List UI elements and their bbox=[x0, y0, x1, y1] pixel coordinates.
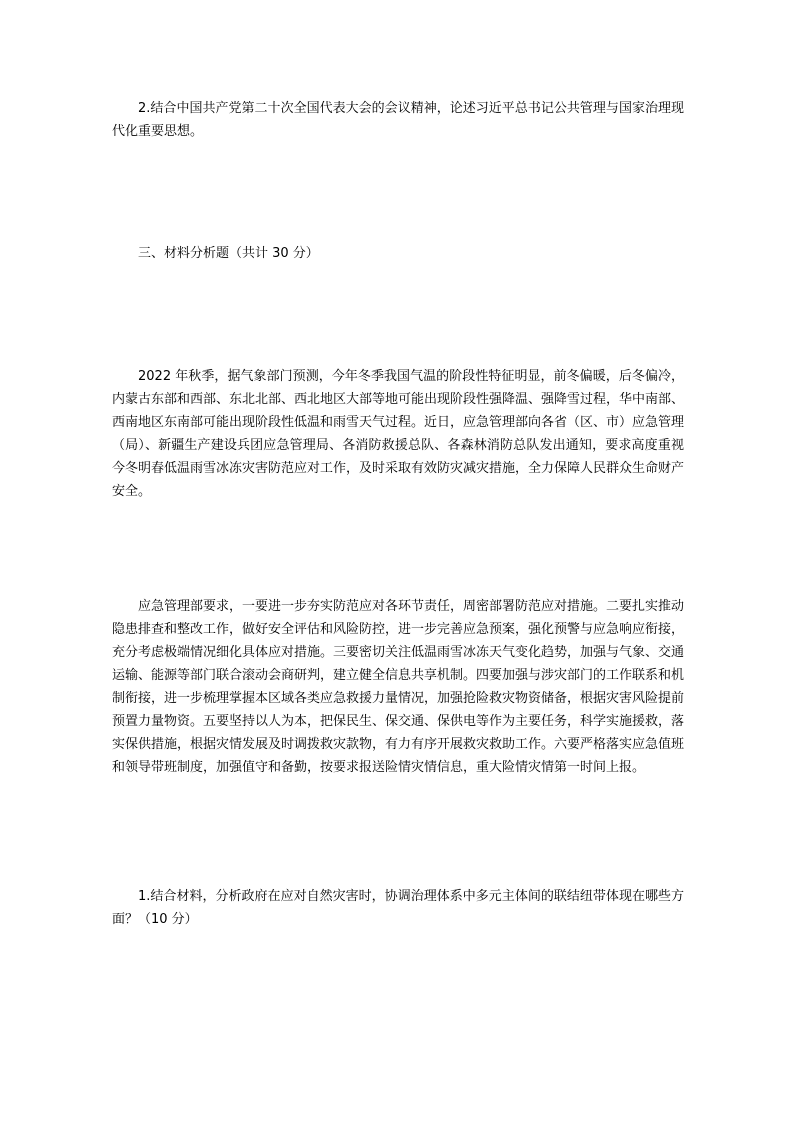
essay-question-2: 2.结合中国共产党第二十次全国代表大会的会议精神，论述习近平总书记公共管理与国家治理现代化重要思想。 bbox=[112, 101, 684, 139]
section-heading: 三、材料分析题（共计 30 分） bbox=[138, 246, 319, 261]
analysis-question-1: 1.结合材料，分析政府在应对自然灾害时，协调治理体系中多元主体间的联结纽带体现在哪些方面？（10 分） bbox=[112, 889, 684, 927]
material-paragraph-2: 应急管理部要求，一要进一步夯实防范应对各环节责任，周密部署防范应对措施。二要扎实推动隐患排查和整改工作，做好安全评估和风险防控，进一步完善应急预案，强化预警与应急响应衔接，充分考虑极端情况细化具体应对措施。三要密切关注低温雨雪冰冻天气变化趋势，加强与气象、交通运输、能源等部门联合滚动会商研判，建立健全信息共享机制。四要加强与涉灾部门的工作联系和机制衔接，进一步梳理掌握本区域各类应急救援力量情况，加强抢险救灾物资储备，根据灾害风险提前预置力量物资。五要坚持以人为本，把保民生、保交通、保供电等作为主要任务，科学实施援救，落实保供措施，根据灾情发展及时调拨救灾款物，有力有序开展救灾救助工作。六要严格落实应急值班和领导带班制度，加强值守和备勤，按要求报送险情灾情信息，重大险情灾情第一时间上报。 bbox=[112, 599, 685, 775]
material-paragraph-1: 2022 年秋季，据气象部门预测，今年冬季我国气温的阶段性特征明显，前冬偏暖，后冬偏冷，内蒙古东部和西部、东北北部、西北地区大部等地可能出现阶段性强降温、强降雪过程，华中南部、西南地区东南部可能出现阶段性低温和雨雪天气过程。近日，应急管理部向各省（区、市）应急管理（局）、新疆生产建设兵团应急管理局、各消防救援总队、各森林消防总队发出通知，要求高度重视今冬明春低温雨雪冰冻灾害防范应对工作，及时采取有效防灾减灾措施，全力保障人民群众生命财产安全。 bbox=[112, 369, 685, 499]
